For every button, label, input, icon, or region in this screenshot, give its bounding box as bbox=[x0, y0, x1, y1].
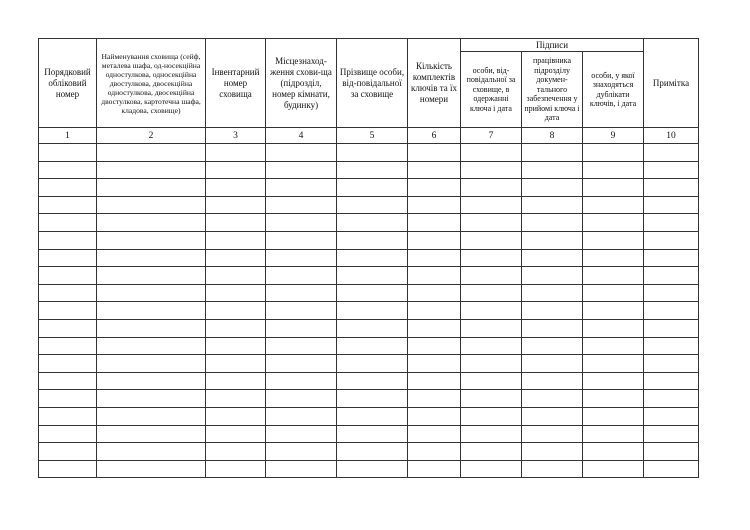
table-cell bbox=[337, 407, 408, 425]
header-signature-doc-department: працівника підрозділу докумен-тального забезпечення у прийомі ключа і дата bbox=[522, 52, 583, 128]
table-cell bbox=[583, 231, 644, 249]
table-cell bbox=[583, 319, 644, 337]
table-cell bbox=[522, 214, 583, 232]
table-cell bbox=[583, 144, 644, 162]
table-cell bbox=[266, 460, 337, 478]
column-number: 10 bbox=[644, 128, 699, 144]
table-cell bbox=[266, 161, 337, 179]
table-cell bbox=[39, 355, 97, 373]
register-table bbox=[38, 38, 699, 478]
table-cell bbox=[522, 302, 583, 320]
table-cell bbox=[97, 460, 206, 478]
table-cell bbox=[461, 144, 522, 162]
table-cell bbox=[408, 144, 461, 162]
table-cell bbox=[644, 337, 699, 355]
table-cell bbox=[583, 337, 644, 355]
table-cell bbox=[97, 144, 206, 162]
table-cell bbox=[583, 161, 644, 179]
table-cell bbox=[206, 425, 266, 443]
table-cell bbox=[583, 460, 644, 478]
table-row bbox=[39, 460, 699, 478]
table-cell bbox=[337, 443, 408, 461]
table-row bbox=[39, 443, 699, 461]
table-cell bbox=[583, 214, 644, 232]
table-cell bbox=[39, 425, 97, 443]
table-cell bbox=[583, 425, 644, 443]
table-cell bbox=[522, 443, 583, 461]
table-cell bbox=[337, 161, 408, 179]
table-row bbox=[39, 284, 699, 302]
table-row bbox=[39, 214, 699, 232]
table-cell bbox=[522, 231, 583, 249]
table-cell bbox=[337, 196, 408, 214]
table-cell bbox=[408, 460, 461, 478]
column-number-row bbox=[39, 128, 699, 144]
table-cell bbox=[583, 443, 644, 461]
table-row bbox=[39, 337, 699, 355]
table-cell bbox=[266, 319, 337, 337]
table-cell bbox=[583, 249, 644, 267]
table-cell bbox=[39, 267, 97, 285]
table-cell bbox=[644, 231, 699, 249]
table-cell bbox=[522, 144, 583, 162]
table-cell bbox=[39, 196, 97, 214]
table-cell bbox=[206, 214, 266, 232]
table-cell bbox=[206, 319, 266, 337]
table-cell bbox=[583, 196, 644, 214]
table-row bbox=[39, 161, 699, 179]
table-cell bbox=[97, 337, 206, 355]
table-cell bbox=[461, 249, 522, 267]
table-row bbox=[39, 302, 699, 320]
table-row bbox=[39, 425, 699, 443]
header-storage-name: Найменування сховища (сейф, металева шафа, од-носекційна одностулкова, односекційна двостулкова, двосекційна одностулкова, двосекційна двостулкова, картотечна шафа, кладова, сховище) bbox=[97, 39, 206, 128]
table-cell bbox=[583, 267, 644, 285]
table-cell bbox=[644, 144, 699, 162]
header-storage-location: Місцезнаход-ження схови-ща (підрозділ, номер кімнати, будинку) bbox=[266, 39, 337, 128]
table-cell bbox=[644, 425, 699, 443]
table-cell bbox=[206, 231, 266, 249]
table-cell bbox=[522, 319, 583, 337]
table-cell bbox=[461, 267, 522, 285]
table-cell bbox=[97, 443, 206, 461]
column-number: 5 bbox=[337, 128, 408, 144]
table-cell bbox=[266, 443, 337, 461]
table-cell bbox=[266, 196, 337, 214]
table-cell bbox=[206, 267, 266, 285]
table-cell bbox=[644, 267, 699, 285]
column-number: 7 bbox=[461, 128, 522, 144]
header-inventory-number: Інвентарний номер сховища bbox=[206, 39, 266, 128]
table-cell bbox=[461, 443, 522, 461]
table-cell bbox=[644, 372, 699, 390]
table-cell bbox=[644, 214, 699, 232]
table-cell bbox=[337, 390, 408, 408]
table-cell bbox=[39, 161, 97, 179]
table-cell bbox=[39, 372, 97, 390]
table-cell bbox=[522, 196, 583, 214]
table-cell bbox=[461, 319, 522, 337]
table-cell bbox=[266, 231, 337, 249]
table-cell bbox=[644, 302, 699, 320]
table-cell bbox=[644, 196, 699, 214]
table-row bbox=[39, 249, 699, 267]
table-cell bbox=[39, 249, 97, 267]
table-cell bbox=[206, 407, 266, 425]
table-row bbox=[39, 267, 699, 285]
table-cell bbox=[266, 407, 337, 425]
table-cell bbox=[583, 179, 644, 197]
column-number: 3 bbox=[206, 128, 266, 144]
table-cell bbox=[337, 355, 408, 373]
table-row bbox=[39, 196, 699, 214]
table-cell bbox=[39, 179, 97, 197]
table-cell bbox=[408, 161, 461, 179]
table-cell bbox=[39, 390, 97, 408]
table-row bbox=[39, 179, 699, 197]
table-cell bbox=[461, 390, 522, 408]
register-body bbox=[39, 144, 699, 478]
table-cell bbox=[522, 372, 583, 390]
column-number: 8 bbox=[522, 128, 583, 144]
table-row bbox=[39, 372, 699, 390]
table-cell bbox=[266, 302, 337, 320]
table-row bbox=[39, 231, 699, 249]
column-number: 4 bbox=[266, 128, 337, 144]
table-cell bbox=[644, 390, 699, 408]
table-cell bbox=[583, 355, 644, 373]
table-cell bbox=[644, 161, 699, 179]
table-cell bbox=[337, 302, 408, 320]
table-cell bbox=[408, 267, 461, 285]
table-cell bbox=[39, 231, 97, 249]
table-cell bbox=[206, 390, 266, 408]
table-cell bbox=[461, 302, 522, 320]
table-cell bbox=[39, 144, 97, 162]
table-cell bbox=[97, 390, 206, 408]
table-cell bbox=[461, 196, 522, 214]
table-cell bbox=[461, 425, 522, 443]
table-cell bbox=[206, 443, 266, 461]
table-cell bbox=[408, 407, 461, 425]
table-cell bbox=[522, 390, 583, 408]
header-signatures-group: Підписи bbox=[461, 39, 644, 52]
header-key-sets: Кількість комплектів ключів та їх номери bbox=[408, 39, 461, 128]
table-cell bbox=[408, 196, 461, 214]
header-signature-duplicate-holder: особи, у якої знаходяться дублікати ключів, і дата bbox=[583, 52, 644, 128]
table-cell bbox=[97, 249, 206, 267]
table-cell bbox=[408, 179, 461, 197]
table-cell bbox=[266, 425, 337, 443]
table-cell bbox=[39, 443, 97, 461]
column-number: 9 bbox=[583, 128, 644, 144]
table-cell bbox=[644, 460, 699, 478]
header-order-number: Порядковий обліковий номер bbox=[39, 39, 97, 128]
table-row bbox=[39, 355, 699, 373]
column-number: 2 bbox=[97, 128, 206, 144]
table-cell bbox=[644, 284, 699, 302]
table-cell bbox=[644, 407, 699, 425]
table-cell bbox=[461, 179, 522, 197]
table-cell bbox=[206, 355, 266, 373]
table-cell bbox=[522, 284, 583, 302]
table-cell bbox=[337, 372, 408, 390]
table-cell bbox=[644, 179, 699, 197]
table-cell bbox=[206, 460, 266, 478]
table-cell bbox=[583, 390, 644, 408]
table-cell bbox=[97, 407, 206, 425]
table-cell bbox=[408, 302, 461, 320]
table-cell bbox=[408, 284, 461, 302]
table-cell bbox=[337, 319, 408, 337]
column-number: 1 bbox=[39, 128, 97, 144]
table-cell bbox=[337, 337, 408, 355]
table-cell bbox=[461, 231, 522, 249]
table-cell bbox=[39, 337, 97, 355]
table-cell bbox=[97, 214, 206, 232]
table-cell bbox=[461, 355, 522, 373]
table-cell bbox=[408, 249, 461, 267]
table-cell bbox=[39, 214, 97, 232]
table-cell bbox=[266, 355, 337, 373]
table-cell bbox=[97, 179, 206, 197]
table-cell bbox=[522, 425, 583, 443]
table-cell bbox=[266, 179, 337, 197]
table-cell bbox=[337, 267, 408, 285]
table-cell bbox=[522, 249, 583, 267]
table-cell bbox=[206, 144, 266, 162]
table-cell bbox=[97, 161, 206, 179]
table-cell bbox=[522, 267, 583, 285]
table-cell bbox=[644, 319, 699, 337]
table-cell bbox=[97, 196, 206, 214]
table-cell bbox=[337, 425, 408, 443]
table-cell bbox=[583, 284, 644, 302]
table-cell bbox=[337, 249, 408, 267]
table-cell bbox=[266, 267, 337, 285]
table-cell bbox=[97, 425, 206, 443]
table-cell bbox=[461, 214, 522, 232]
table-cell bbox=[266, 390, 337, 408]
table-cell bbox=[266, 372, 337, 390]
table-cell bbox=[408, 355, 461, 373]
table-cell bbox=[97, 302, 206, 320]
header-note: Примітка bbox=[644, 39, 699, 128]
table-cell bbox=[408, 372, 461, 390]
table-cell bbox=[461, 161, 522, 179]
table-cell bbox=[408, 337, 461, 355]
table-cell bbox=[97, 319, 206, 337]
table-cell bbox=[583, 372, 644, 390]
table-cell bbox=[97, 355, 206, 373]
table-cell bbox=[408, 231, 461, 249]
table-cell bbox=[461, 284, 522, 302]
table-cell bbox=[206, 196, 266, 214]
table-cell bbox=[337, 144, 408, 162]
table-cell bbox=[206, 179, 266, 197]
table-cell bbox=[97, 284, 206, 302]
table-cell bbox=[408, 390, 461, 408]
table-cell bbox=[97, 267, 206, 285]
table-cell bbox=[337, 460, 408, 478]
table-cell bbox=[644, 249, 699, 267]
table-cell bbox=[97, 372, 206, 390]
table-cell bbox=[461, 460, 522, 478]
table-cell bbox=[522, 179, 583, 197]
table-cell bbox=[206, 284, 266, 302]
table-cell bbox=[461, 372, 522, 390]
table-cell bbox=[266, 284, 337, 302]
table-cell bbox=[206, 372, 266, 390]
table-cell bbox=[522, 161, 583, 179]
header-responsible-person: Прізвище особи, від-повідальної за сховище bbox=[337, 39, 408, 128]
header-signature-responsible: особи, від-повідальної за сховище, в одержанні ключа і дата bbox=[461, 52, 522, 128]
table-cell bbox=[461, 337, 522, 355]
table-row bbox=[39, 407, 699, 425]
table-cell bbox=[266, 249, 337, 267]
table-cell bbox=[266, 214, 337, 232]
table-cell bbox=[337, 284, 408, 302]
table-cell bbox=[461, 407, 522, 425]
table-row bbox=[39, 144, 699, 162]
table-cell bbox=[583, 407, 644, 425]
table-cell bbox=[644, 355, 699, 373]
table-cell bbox=[522, 355, 583, 373]
table-row bbox=[39, 319, 699, 337]
table-cell bbox=[522, 460, 583, 478]
table-cell bbox=[206, 161, 266, 179]
table-cell bbox=[39, 284, 97, 302]
table-cell bbox=[522, 337, 583, 355]
table-cell bbox=[266, 144, 337, 162]
table-cell bbox=[97, 231, 206, 249]
table-cell bbox=[408, 443, 461, 461]
column-number: 6 bbox=[408, 128, 461, 144]
table-cell bbox=[337, 231, 408, 249]
table-cell bbox=[522, 407, 583, 425]
table-cell bbox=[39, 319, 97, 337]
table-row bbox=[39, 390, 699, 408]
table-cell bbox=[206, 302, 266, 320]
table-cell bbox=[408, 425, 461, 443]
table-cell bbox=[644, 443, 699, 461]
table-cell bbox=[206, 249, 266, 267]
table-cell bbox=[39, 407, 97, 425]
table-cell bbox=[39, 302, 97, 320]
table-cell bbox=[337, 179, 408, 197]
table-cell bbox=[583, 302, 644, 320]
table-cell bbox=[206, 337, 266, 355]
table-cell bbox=[337, 214, 408, 232]
table-cell bbox=[39, 460, 97, 478]
table-cell bbox=[408, 319, 461, 337]
table-cell bbox=[408, 214, 461, 232]
table-cell bbox=[266, 337, 337, 355]
